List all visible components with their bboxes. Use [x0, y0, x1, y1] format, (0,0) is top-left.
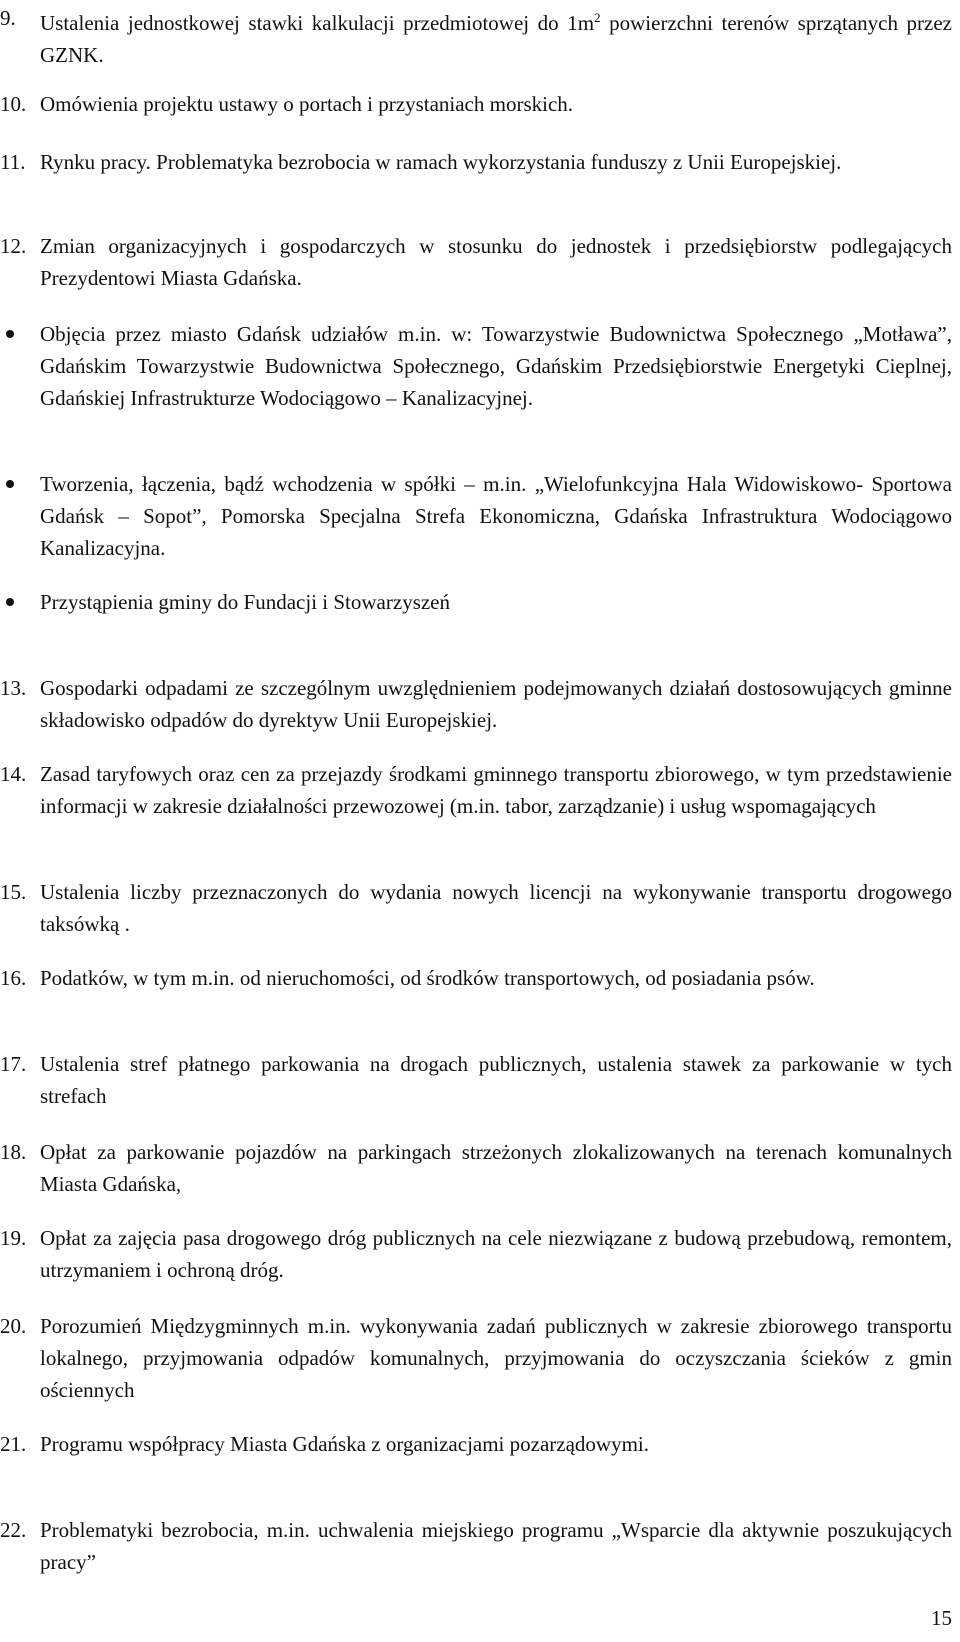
item-text: Ustalenia liczby przeznaczonych do wydania nowych licencji na wykonywanie transportu drogowego taksówką . [40, 880, 952, 936]
item-text: Opłat za parkowanie pojazdów na parkingach strzeżonych zlokalizowanych na terenach komunalnych Miasta Gdańska, [40, 1140, 952, 1196]
bullet-icon [6, 480, 14, 488]
item-text: Ustalenia stref płatnego parkowania na drogach publicznych, ustalenia stawek za parkowanie w tych strefach [40, 1052, 952, 1108]
item-text: Przystąpienia gminy do Fundacji i Stowarzyszeń [40, 590, 451, 614]
item-number: 14. [0, 762, 27, 786]
item-text: Opłat za zajęcia pasa drogowego dróg publicznych na cele niezwiązane z budową przebudową, remontem, utrzymaniem i ochroną dróg. [40, 1226, 952, 1282]
item-number: 17. [0, 1052, 27, 1076]
item-text: Porozumień Międzygminnych m.in. wykonywania zadań publicznych w zakresie zbiorowego transportu lokalnego, przyjmowania odpadów komunalnych, przyjmowania do oczyszczania ścieków z gmin ościennych [40, 1314, 952, 1402]
item-number: 20. [0, 1314, 27, 1338]
item-number: 9. [0, 6, 16, 30]
item-number: 16. [0, 966, 27, 990]
item-text: Tworzenia, łączenia, bądź wchodzenia w spółki – m.in. „Wielofunkcyjna Hala Widowiskowo- Sportowa Gdańsk – Sopot”, Pomorska Specjalna Strefa Ekonomiczna, Gdańska Infrastruktura Wodociągowo Kanalizacyjna. [40, 472, 952, 560]
item-number: 21. [0, 1432, 27, 1456]
item-number: 11. [0, 150, 26, 174]
item-number: 22. [0, 1518, 27, 1542]
item-text: Zasad taryfowych oraz cen za przejazdy środkami gminnego transportu zbiorowego, w tym przedstawienie informacji w zakresie działalności przewozowej (m.in. tabor, zarządzanie) i usług wspomagających [40, 762, 952, 818]
item-number: 10. [0, 92, 27, 116]
item-text: Gospodarki odpadami ze szczególnym uwzględnieniem podejmowanych działań dostosowujących gminne składowisko odpadów do dyrektyw Unii Europejskiej. [40, 676, 952, 732]
item-text: Omówienia projektu ustawy o portach i przystaniach morskich. [40, 92, 574, 116]
page-number: 15 [931, 1606, 952, 1630]
item-text: Objęcia przez miasto Gdańsk udziałów m.in. w: Towarzystwie Budownictwa Społecznego „Motława”, Gdańskim Towarzystwie Budownictwa Społecznego, Gdańskim Przedsiębiorstwie Energetyki Cieplnej, Gdańskiej Infrastrukturze Wodociągowo – Kanalizacyjnej. [40, 322, 952, 410]
bullet-icon [6, 598, 14, 606]
item-text: Zmian organizacyjnych i gospodarczych w stosunku do jednostek i przedsiębiorstw podlegających Prezydentowi Miasta Gdańska. [40, 234, 952, 290]
item-text: Programu współpracy Miasta Gdańska z organizacjami pozarządowymi. [40, 1432, 649, 1456]
item-number: 19. [0, 1226, 27, 1250]
item-text: Problematyki bezrobocia, m.in. uchwalenia miejskiego programu „Wsparcie dla aktywnie poszukujących pracy” [40, 1518, 952, 1574]
bullet-icon [6, 330, 14, 338]
item-text: Rynku pracy. Problematyka bezrobocia w ramach wykorzystania funduszy z Unii Europejskiej. [40, 150, 842, 174]
item-text: Ustalenia jednostkowej stawki kalkulacji przedmiotowej do $1m^2$ powierzchni terenów sprzątanych przez GZNK. [40, 10, 952, 67]
item-number: 12. [0, 234, 27, 258]
item-number: 13. [0, 676, 27, 700]
item-number: 15. [0, 880, 27, 904]
item-number: 18. [0, 1140, 27, 1164]
item-text: Podatków, w tym m.in. od nieruchomości, od środków transportowych, od posiadania psów. [40, 966, 815, 990]
